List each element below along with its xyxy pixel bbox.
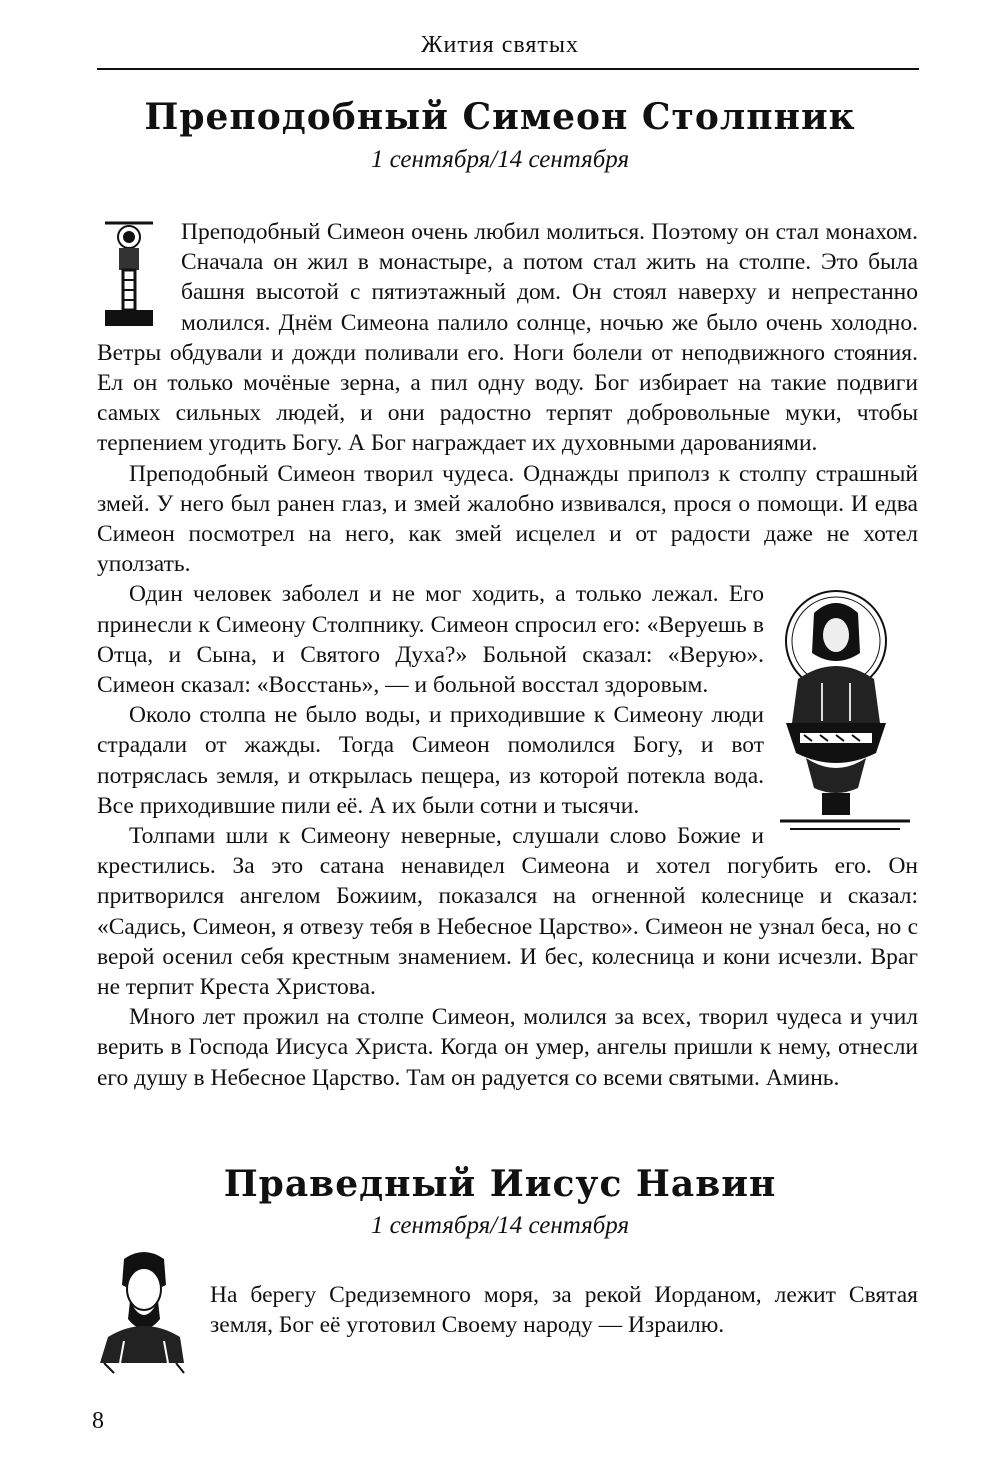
running-head: Жития святых [420, 32, 580, 58]
article-title: Праведный Иисус Навин [223, 1163, 777, 1205]
article-body [210, 1280, 918, 1340]
stylite-on-pillar-illustration [776, 583, 918, 845]
feast-date: 1 сентября/14 сентября [370, 146, 630, 173]
paragraph: На берегу Средиземного моря, за рекой Иорданом, лежит Святая земля, Бог её уготовил Своему народу — Израилю. [210, 1282, 918, 1339]
page-number: 8 [92, 1408, 104, 1434]
joshua-portrait-illustration [94, 1245, 190, 1375]
article-title: Преподобный Симеон Столпник [144, 96, 856, 138]
paragraph: Толпами шли к Симеону неверные, слушали слово Божие и крестились. За это сатана ненавидел Симеона и хотел погубить его. Он притворился ангелом Божиим, показался на огненной колеснице и сказал: «Садись, Симеон, я отвезу тебя в Небесное Царство». Симеон не узнал беса, но с верой осенил себя крестным знамением. И бес, колесница и кони исчезли. Враг не терпит Креста Христова. [97, 823, 918, 1001]
paragraph: Много лет прожил на столпе Симеон, молился за всех, творил чудеса и учил верить в Господа Иисуса Христа. Когда он умер, ангелы пришли к нему, отнесли его душу в Небесное Царство. Там он радуется со всеми святыми. Аминь. [97, 1004, 918, 1091]
header-rule [97, 68, 919, 70]
stylite-drop-cap-illustration [97, 217, 175, 337]
feast-date: 1 сентября/14 сентября [370, 1212, 630, 1239]
article-body [97, 217, 918, 1093]
paragraph: Преподобный Симеон очень любил молиться. Поэтому он стал монахом. Сначала он жил в монастыре, а потом стал жить на столпе. Это была башня высотой с пятиэтажный дом. Он стоял наверху и непрестанно молился. Днём Симеона палило солнце, ночью же было очень холодно. Ветры обдували и дожди поливали его. Ноги болели от неподвижного стояния. Ел он только мочёные зерна, а пил одну воду. Бог избирает на такие подвиги самых сильных людей, и они радостно терпят добровольные муки, чтобы терпением угодить Богу. А Бог награждает их духовными дарованиями. [97, 219, 918, 457]
paragraph: Преподобный Симеон творил чудеса. Однажды приполз к столпу страшный змей. У него был ранен глаз, и змей жалобно извивался, прося о помощи. И едва Симеон посмотрел на него, как змей исцелел и от радости даже не хотел уползать. [97, 460, 918, 578]
paragraph: Около столпа не было воды, и приходившие к Симеону люди страдали от жажды. Тогда Симеон помолился Богу, и вот потряслась земля, и открылась пещера, из которой потекла вода. Все приходившие пили её. А их были сотни и тысячи. [97, 702, 764, 819]
paragraph: Один человек заболел и не мог ходить, а только лежал. Его принесли к Симеону Столпнику. Симеон спросил его: «Веруешь в Отца, и Сына, и Святого Духа?» Больной сказал: «Верую». Симеон сказал: «Восстань», — и больной восстал здоровым. [97, 581, 764, 699]
